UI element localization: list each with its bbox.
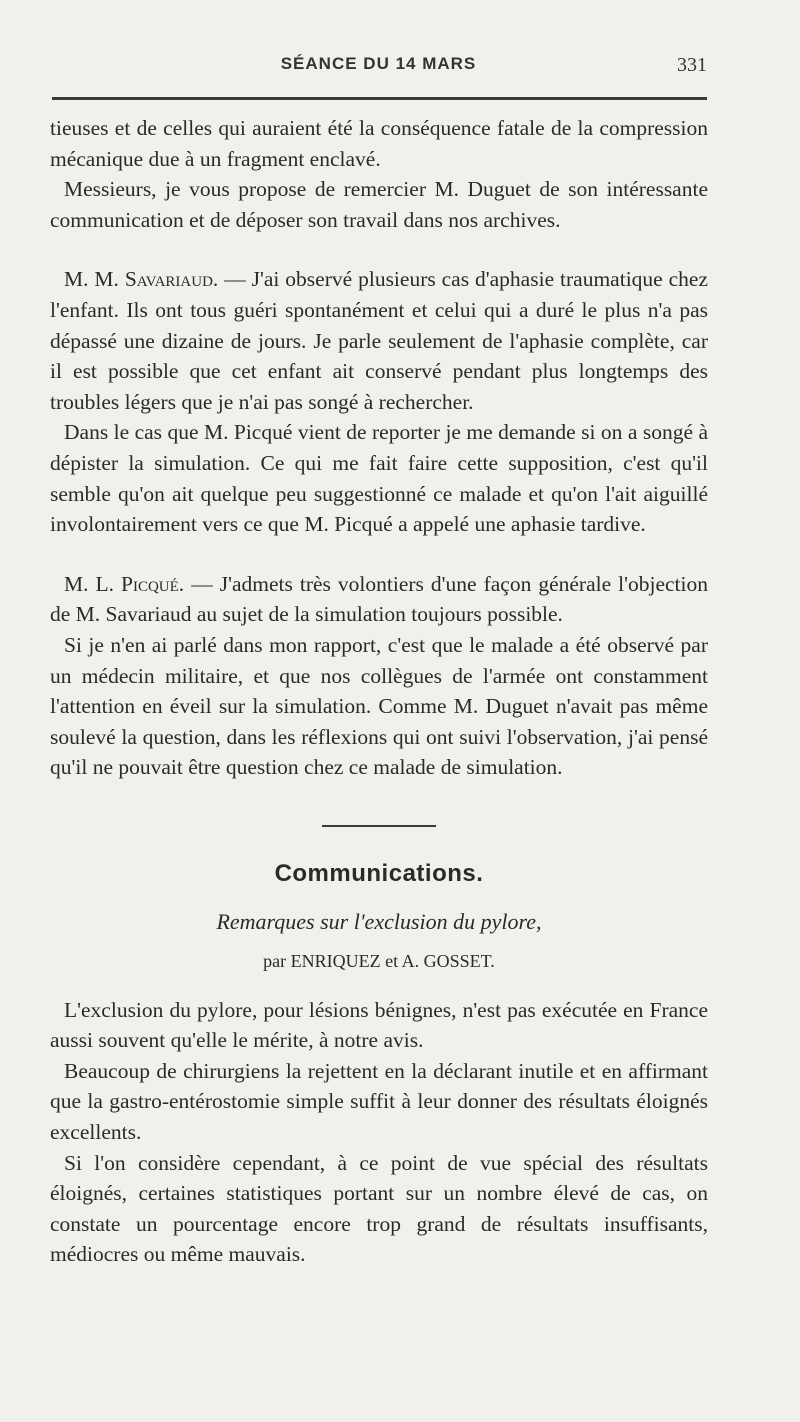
page-header — [50, 54, 707, 84]
article-paragraph: L'exclusion du pylore, pour lésions bénignes, n'est pas exécutée en France aussi souvent qu'elle le mérite, à notre avis. — [50, 997, 708, 1053]
page-number: 331 — [677, 54, 707, 76]
paragraph-continuation: tieuses et de celles qui auraient été la conséquence fatale de la compression mécanique due à un fragment enclavé. — [50, 116, 708, 171]
running-title: SÉANCE DU 14 MARS — [280, 54, 477, 73]
paragraph-savariaud — [50, 264, 708, 417]
section-title: Communications. — [274, 859, 484, 887]
header-rule — [52, 97, 707, 100]
paragraph-savariaud-continued: Dans le cas que M. Picqué vient de reporter je me demande si on a songé à dépister la simulation. Ce qui me fait faire cette supposition, c'est qu'il semble qu'on ait quelque peu suggestionné ce malade et qu'on l'ait aiguillé involontairement vers ce que M. Picqué a appelé une aphasie tardive. — [50, 420, 708, 537]
section-divider — [322, 825, 436, 827]
page-body — [50, 113, 708, 1270]
speaker-savariaud: M. M. Savariaud. — [64, 267, 219, 292]
savariaud-remark: — J'ai observé plusieurs cas d'aphasie traumatique chez l'enfant. Ils ont tous guéri spontanément et celui qui a duré le plus n'a pas dépassé une dizaine de jours. Je parle seulement de l'aphasie complète, car il est possible que cet enfant ait conservé pendant plus longtemps des troubles légers que je n'ai pas songé à rechercher. — [50, 267, 709, 414]
article-authors: par ENRIQUEZ et A. GOSSET. — [263, 951, 495, 972]
article-title: Remarques sur l'exclusion du pylore, — [216, 909, 542, 935]
paragraph-conclusion: Messieurs, je vous propose de remercier M. Duguet de son intéressante communication et de déposer son travail dans nos archives. — [50, 177, 708, 232]
paragraph-picque — [50, 569, 708, 630]
article-paragraph: Beaucoup de chirurgiens la rejettent en la déclarant inutile et en affirmant que la gastro-entérostomie simple suffit à leur donner des résultats éloignés excellents. — [50, 1058, 708, 1145]
article-paragraph: Si l'on considère cependant, à ce point de vue spécial des résultats éloignés, certaines statistiques portant sur un nombre élevé de cas, on constate un pourcentage encore trop grand de résultats insuffisants, médiocres ou même mauvais. — [50, 1150, 708, 1267]
paragraph-picque-continued: Si je n'en ai parlé dans mon rapport, c'est que le malade a été observé par un médecin militaire, et que nos collègues de l'armée ont constamment l'attention en éveil sur la simulation. Comme M. Duguet n'avait pas même soulevé la question, dans les réflexions qui ont suivi l'observation, j'ai pensé qu'il ne pouvait être question chez ce malade de simulation. — [50, 632, 708, 780]
speaker-picque: M. L. Picqué. — [64, 571, 185, 596]
picque-remark: — J'admets très volontiers d'une façon générale l'objection de M. Savariaud au sujet de la simulation toujours possible. — [50, 571, 708, 627]
